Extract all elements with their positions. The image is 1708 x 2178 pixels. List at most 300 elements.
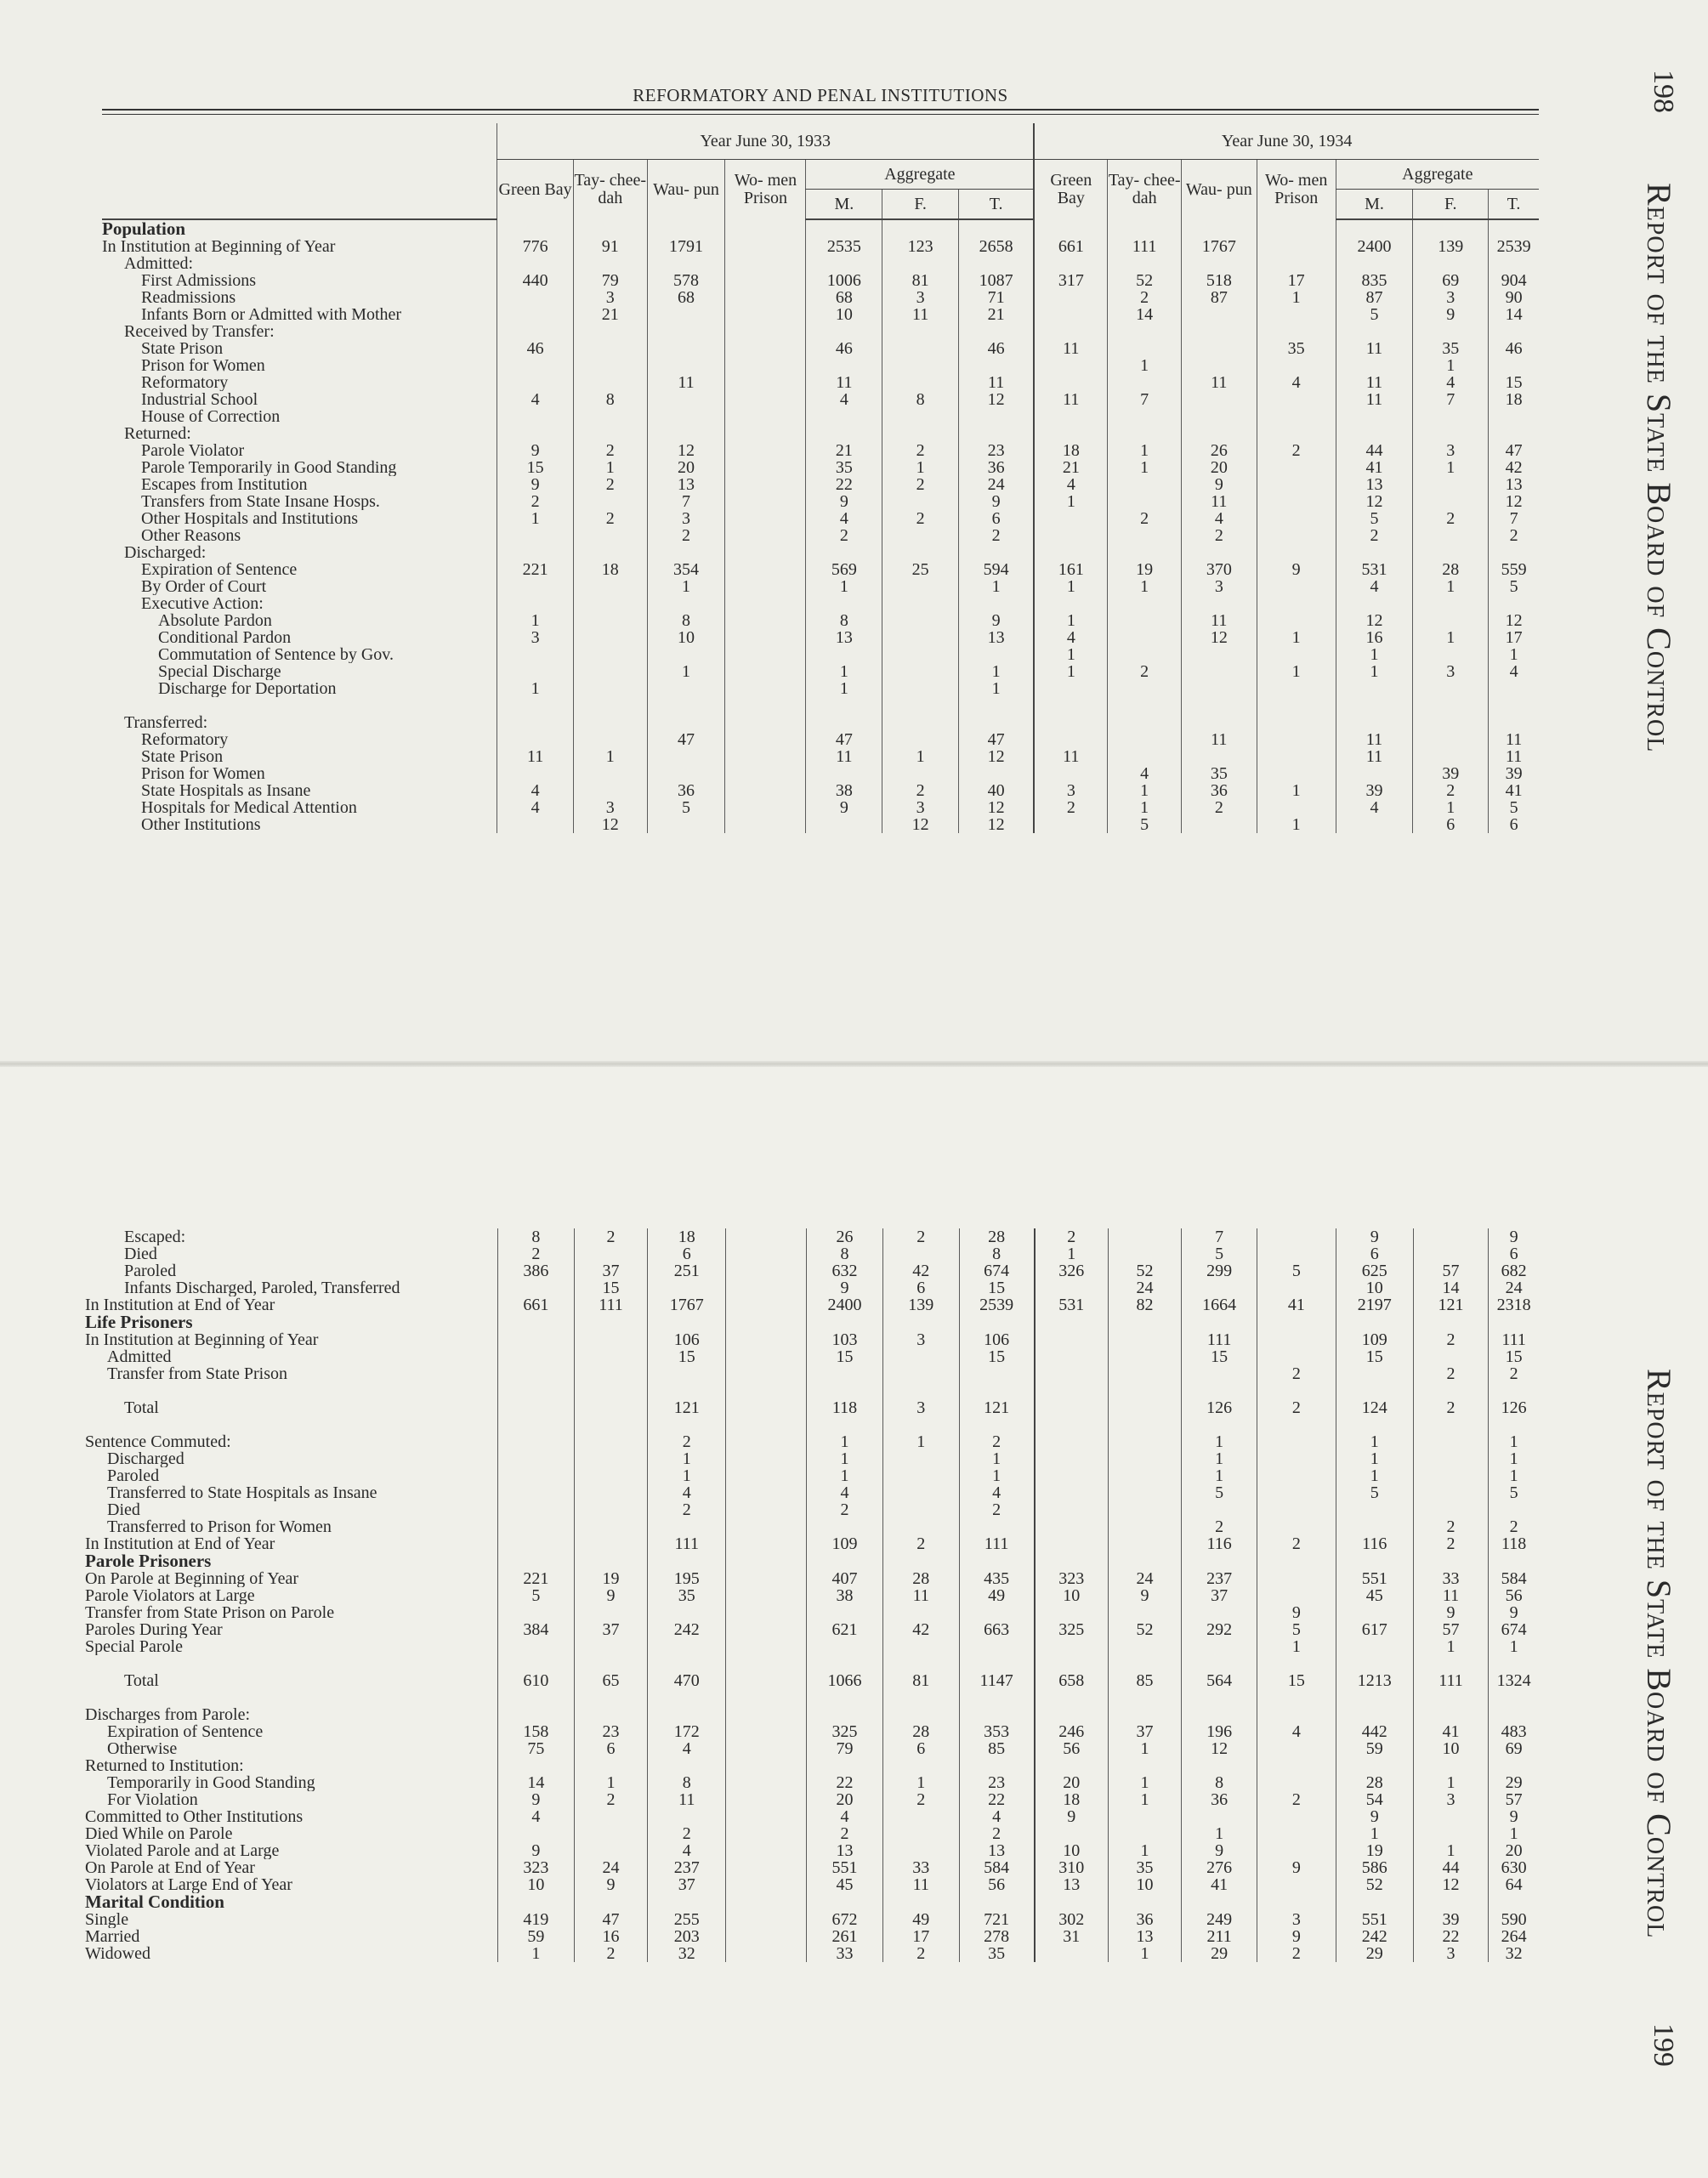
value-cell: 6 (1413, 816, 1489, 833)
value-cell: 11 (1181, 612, 1257, 629)
value-cell: 1 (1336, 1450, 1413, 1467)
empty-cell (882, 219, 959, 238)
value-cell (1035, 1279, 1109, 1296)
value-cell (882, 765, 959, 782)
value-cell (725, 289, 806, 306)
value-cell: 1 (1108, 1774, 1182, 1791)
value-cell (882, 731, 959, 748)
value-cell: 2400 (807, 1296, 883, 1313)
empty-cell (1489, 1893, 1539, 1911)
table-row (85, 1825, 1539, 1842)
value-cell (1257, 680, 1336, 697)
value-cell: 5 (647, 799, 725, 816)
value-cell: 4 (1257, 374, 1336, 391)
value-cell: 18 (1034, 442, 1108, 459)
value-cell (959, 1365, 1035, 1382)
empty-cell (959, 1655, 1035, 1672)
value-cell: 1 (806, 663, 882, 680)
empty-cell (647, 697, 725, 714)
value-cell (574, 1604, 648, 1621)
value-cell (726, 1774, 807, 1791)
row-label: Single (85, 1911, 129, 1928)
value-cell: 59 (498, 1928, 575, 1945)
value-cell (647, 765, 725, 782)
value-cell (1108, 255, 1182, 272)
empty-cell (1182, 1382, 1257, 1399)
value-cell: 25 (882, 561, 959, 578)
value-cell: 18 (648, 1228, 726, 1245)
value-cell: 672 (807, 1911, 883, 1928)
row-label: Paroles During Year (85, 1621, 223, 1638)
value-cell (1257, 1331, 1336, 1348)
value-cell (1413, 323, 1489, 340)
value-cell: 4 (648, 1740, 726, 1757)
value-cell: 111 (1108, 238, 1182, 255)
value-cell (1108, 1808, 1182, 1825)
value-cell (1257, 1876, 1336, 1893)
empty-cell (1035, 1655, 1109, 1672)
value-cell (647, 357, 725, 374)
value-cell: 87 (1336, 289, 1413, 306)
value-cell (648, 1518, 726, 1535)
value-cell (882, 1450, 959, 1467)
empty-cell (882, 1416, 959, 1433)
value-cell: 35 (959, 1945, 1035, 1962)
value-cell (807, 1518, 883, 1535)
empty-cell (1489, 1552, 1539, 1570)
value-cell: 904 (1489, 272, 1539, 289)
value-cell: 22 (806, 476, 882, 493)
value-cell: 12 (573, 816, 647, 833)
value-cell: 1 (1413, 357, 1489, 374)
value-cell: 17 (882, 1928, 959, 1945)
value-cell: 9 (497, 442, 574, 459)
value-cell: 4 (807, 1808, 883, 1825)
value-cell (647, 680, 725, 697)
row-label: Received by Transfer: (124, 323, 275, 340)
value-cell: 2 (806, 527, 882, 544)
row-label: On Parole at Beginning of Year (85, 1570, 299, 1587)
value-cell: 11 (648, 1791, 726, 1808)
value-cell (725, 238, 806, 255)
value-cell: 1 (959, 663, 1035, 680)
value-cell: 64 (1489, 1876, 1539, 1893)
value-cell (647, 391, 725, 408)
empty-cell (1108, 1313, 1182, 1331)
value-cell (1489, 323, 1539, 340)
value-cell (882, 595, 959, 612)
value-cell: 11 (1181, 374, 1257, 391)
table-row (85, 1706, 1539, 1723)
value-cell (1413, 1228, 1489, 1245)
value-cell: 23 (574, 1723, 648, 1740)
value-cell: 407 (807, 1570, 883, 1587)
table-body-top (102, 219, 1539, 833)
value-cell (726, 1842, 807, 1859)
value-cell: 32 (648, 1945, 726, 1962)
value-cell (1035, 1604, 1109, 1621)
table-row (102, 340, 1539, 357)
value-cell: 9 (1108, 1587, 1182, 1604)
empty-cell (1257, 1893, 1336, 1911)
value-cell: 6 (959, 510, 1035, 527)
col-f: F. (882, 190, 959, 220)
value-cell (1035, 1706, 1109, 1723)
value-cell (1336, 765, 1413, 782)
value-cell (959, 323, 1035, 340)
value-cell (1108, 680, 1182, 697)
value-cell (807, 1757, 883, 1774)
value-cell: 15 (1489, 1348, 1539, 1365)
value-cell (1108, 1825, 1182, 1842)
value-cell: 630 (1489, 1859, 1539, 1876)
value-cell: 32 (1489, 1945, 1539, 1962)
value-cell: 1 (807, 1467, 883, 1484)
value-cell (807, 1638, 883, 1655)
table-row (85, 1672, 1539, 1689)
value-cell (1257, 731, 1336, 748)
value-cell: 18 (573, 561, 647, 578)
value-cell: 2197 (1336, 1296, 1413, 1313)
value-cell: 1 (498, 1945, 575, 1962)
value-cell (497, 323, 574, 340)
value-cell: 1 (959, 680, 1035, 697)
value-cell: 36 (1108, 1911, 1182, 1928)
value-cell: 564 (1182, 1672, 1257, 1689)
value-cell: 41 (1182, 1876, 1257, 1893)
empty-cell (959, 1689, 1035, 1706)
spacer-row (85, 1382, 1539, 1399)
value-cell (574, 1331, 648, 1348)
value-cell (1108, 1348, 1182, 1365)
value-cell (1108, 1450, 1182, 1467)
value-cell (1181, 408, 1257, 425)
value-cell: 278 (959, 1928, 1035, 1945)
value-cell (959, 408, 1035, 425)
value-cell: 11 (959, 374, 1035, 391)
value-cell: 11 (1413, 1587, 1489, 1604)
value-cell: 44 (1413, 1859, 1489, 1876)
value-cell: 9 (574, 1876, 648, 1893)
value-cell (1413, 1808, 1489, 1825)
value-cell: 121 (959, 1399, 1035, 1416)
value-cell: 2 (573, 476, 647, 493)
value-cell: 246 (1035, 1723, 1109, 1740)
value-cell (726, 1723, 807, 1740)
row-label: Expiration of Sentence (107, 1723, 264, 1740)
value-cell: 5 (1336, 1484, 1413, 1501)
table-row (85, 1638, 1539, 1655)
value-cell (882, 1825, 959, 1842)
value-cell: 35 (1108, 1859, 1182, 1876)
value-cell (1413, 1825, 1489, 1842)
value-cell: 1 (959, 578, 1035, 595)
row-label: Prison for Women (141, 765, 265, 782)
col-taycheedah: Tay- chee- dah (1108, 160, 1182, 220)
value-cell (498, 1331, 575, 1348)
empty-cell (574, 1893, 648, 1911)
value-cell (1257, 595, 1336, 612)
value-cell (498, 1348, 575, 1365)
value-cell: 1 (1413, 1774, 1489, 1791)
value-cell: 1791 (647, 238, 725, 255)
empty-cell (1336, 1416, 1413, 1433)
value-cell: 2 (1489, 1518, 1539, 1535)
value-cell: 6 (1489, 816, 1539, 833)
value-cell (1413, 612, 1489, 629)
row-label: Admitted: (124, 255, 194, 272)
value-cell: 9 (1181, 476, 1257, 493)
value-cell: 1 (1257, 1638, 1336, 1655)
value-cell: 325 (1035, 1621, 1109, 1638)
value-cell: 12 (647, 442, 725, 459)
row-label: In Institution at Beginning of Year (85, 1331, 319, 1348)
value-cell: 12 (959, 748, 1035, 765)
value-cell (806, 357, 882, 374)
value-cell (725, 782, 806, 799)
value-cell: 14 (498, 1774, 575, 1791)
value-cell: 4 (1489, 663, 1539, 680)
value-cell (1257, 408, 1336, 425)
value-cell: 11 (1034, 340, 1108, 357)
value-cell (1489, 425, 1539, 442)
empty-cell (1257, 1552, 1336, 1570)
value-cell: 12 (1489, 612, 1539, 629)
value-cell (1108, 1484, 1182, 1501)
value-cell: 5 (1489, 1484, 1539, 1501)
table-row (102, 731, 1539, 748)
value-cell: 10 (806, 306, 882, 323)
value-cell (725, 799, 806, 816)
section-heading-row (102, 219, 1539, 238)
spacer-cell (85, 1382, 498, 1399)
value-cell (1108, 748, 1182, 765)
empty-cell (1336, 1382, 1413, 1399)
value-cell: 41 (1257, 1296, 1336, 1313)
value-cell: 237 (1182, 1570, 1257, 1587)
value-cell (1034, 425, 1108, 442)
value-cell: 1 (1336, 646, 1413, 663)
value-cell (1257, 1245, 1336, 1262)
value-cell: 1 (1182, 1450, 1257, 1467)
value-cell: 21 (959, 306, 1035, 323)
value-cell (725, 255, 806, 272)
col-women-prison: Wo- men Prison (725, 160, 806, 220)
value-cell: 16 (574, 1928, 648, 1945)
value-cell (1489, 408, 1539, 425)
value-cell: 9 (497, 476, 574, 493)
table-row (85, 1535, 1539, 1552)
value-cell: 1 (1413, 1842, 1489, 1859)
value-cell (1034, 408, 1108, 425)
empty-cell (1108, 1416, 1182, 1433)
value-cell: 551 (807, 1859, 883, 1876)
value-cell (882, 255, 959, 272)
table-row (85, 1262, 1539, 1279)
value-cell (959, 646, 1035, 663)
value-cell (1108, 1228, 1182, 1245)
value-cell (574, 1808, 648, 1825)
value-cell (1336, 1638, 1413, 1655)
value-cell (1413, 680, 1489, 697)
empty-cell (1336, 1893, 1413, 1911)
value-cell: 33 (1413, 1570, 1489, 1587)
value-cell (726, 1365, 807, 1382)
section-heading: Life Prisoners (85, 1313, 193, 1331)
row-label: Otherwise (107, 1740, 178, 1757)
value-cell (1181, 663, 1257, 680)
value-cell (726, 1859, 807, 1876)
value-cell (1182, 1808, 1257, 1825)
value-cell (1257, 612, 1336, 629)
value-cell (647, 714, 725, 731)
value-cell (1182, 1279, 1257, 1296)
value-cell: 2 (574, 1945, 648, 1962)
value-cell: 5 (1182, 1484, 1257, 1501)
value-cell (806, 425, 882, 442)
value-cell: 310 (1035, 1859, 1109, 1876)
table-row (102, 561, 1539, 578)
empty-cell (497, 219, 574, 238)
value-cell (498, 1757, 575, 1774)
value-cell: 11 (1336, 374, 1413, 391)
value-cell: 116 (1336, 1535, 1413, 1552)
value-cell: 15 (574, 1279, 648, 1296)
value-cell: 1 (807, 1450, 883, 1467)
value-cell: 3 (1034, 782, 1108, 799)
empty-cell (1336, 697, 1413, 714)
empty-cell (648, 1552, 726, 1570)
value-cell: 2 (1413, 1399, 1489, 1416)
value-cell: 36 (1181, 782, 1257, 799)
value-cell: 323 (1035, 1570, 1109, 1587)
value-cell: 82 (1108, 1296, 1182, 1313)
row-label: Infants Discharged, Paroled, Transferred (124, 1279, 400, 1296)
value-cell (1181, 340, 1257, 357)
value-cell: 19 (574, 1570, 648, 1587)
empty-cell (1336, 1552, 1413, 1570)
value-cell (1336, 255, 1413, 272)
value-cell: 37 (1108, 1723, 1182, 1740)
value-cell: 9 (1182, 1842, 1257, 1859)
table-row (102, 476, 1539, 493)
value-cell (806, 255, 882, 272)
value-cell (497, 306, 574, 323)
value-cell (1108, 527, 1182, 544)
value-cell (573, 544, 647, 561)
value-cell: 1767 (1181, 238, 1257, 255)
value-cell (647, 816, 725, 833)
empty-cell (725, 219, 806, 238)
row-label: State Prison (141, 748, 224, 765)
empty-cell (1035, 1416, 1109, 1433)
value-cell (1108, 425, 1182, 442)
row-label: Returned to Institution: (85, 1757, 244, 1774)
value-cell: 8 (1182, 1774, 1257, 1791)
section-heading-row (85, 1552, 1539, 1570)
value-cell: 625 (1336, 1262, 1413, 1279)
value-cell (1035, 1638, 1109, 1655)
col-waupun: Wau- pun (1181, 160, 1257, 220)
value-cell (959, 357, 1035, 374)
value-cell (573, 323, 647, 340)
empty-cell (726, 1689, 807, 1706)
value-cell (574, 1518, 648, 1535)
empty-cell (1035, 1552, 1109, 1570)
value-cell (1108, 646, 1182, 663)
empty-cell (959, 1552, 1035, 1570)
value-cell: 139 (1413, 238, 1489, 255)
value-cell: 3 (1413, 289, 1489, 306)
head-rule (102, 114, 1539, 115)
value-cell (725, 680, 806, 697)
empty-cell (807, 1893, 883, 1911)
value-cell: 56 (1035, 1740, 1109, 1757)
value-cell: 2 (1413, 782, 1489, 799)
empty-cell (1108, 697, 1182, 714)
value-cell: 2 (573, 510, 647, 527)
table-row (85, 1279, 1539, 1296)
value-cell: 11 (882, 1876, 959, 1893)
value-cell: 7 (647, 493, 725, 510)
table-row (85, 1484, 1539, 1501)
value-cell (498, 1706, 575, 1723)
col-taycheedah: Tay- chee- dah (573, 160, 647, 220)
value-cell (1413, 493, 1489, 510)
row-label: Transfer from State Prison on Parole (85, 1604, 335, 1621)
value-cell: 674 (1489, 1621, 1539, 1638)
value-cell (1413, 1467, 1489, 1484)
side-title-top: Report of the State Board of Control (1640, 183, 1678, 753)
table-row (102, 255, 1539, 272)
row-label: Committed to Other Institutions (85, 1808, 304, 1825)
value-cell (1257, 578, 1336, 595)
value-cell: 20 (1035, 1774, 1109, 1791)
value-cell: 5 (1257, 1262, 1336, 1279)
value-cell (648, 1706, 726, 1723)
empty-cell (1336, 1313, 1413, 1331)
value-cell: 1 (1108, 1740, 1182, 1757)
value-cell: 26 (1181, 442, 1257, 459)
row-label: First Admissions (141, 272, 257, 289)
value-cell (1257, 765, 1336, 782)
value-cell: 57 (1413, 1621, 1489, 1638)
value-cell: 118 (807, 1399, 883, 1416)
value-cell (1035, 1399, 1109, 1416)
value-cell (1336, 408, 1413, 425)
value-cell: 7 (1182, 1228, 1257, 1245)
value-cell (882, 1484, 959, 1501)
value-cell: 172 (648, 1723, 726, 1740)
value-cell: 12 (1336, 493, 1413, 510)
value-cell: 1 (1489, 1433, 1539, 1450)
value-cell: 1 (1108, 1842, 1182, 1859)
value-cell (574, 1638, 648, 1655)
table-row (102, 799, 1539, 816)
value-cell (725, 731, 806, 748)
value-cell: 1 (806, 680, 882, 697)
row-label: Hospitals for Medical Attention (141, 799, 357, 816)
value-cell: 9 (1257, 561, 1336, 578)
row-label: Reformatory (141, 374, 229, 391)
spacer-cell (85, 1689, 498, 1706)
value-cell (1108, 1706, 1182, 1723)
value-cell: 24 (1108, 1279, 1182, 1296)
empty-cell (807, 1416, 883, 1433)
value-cell: 1 (1413, 459, 1489, 476)
table-row (85, 1911, 1539, 1928)
row-label: State Prison (141, 340, 224, 357)
